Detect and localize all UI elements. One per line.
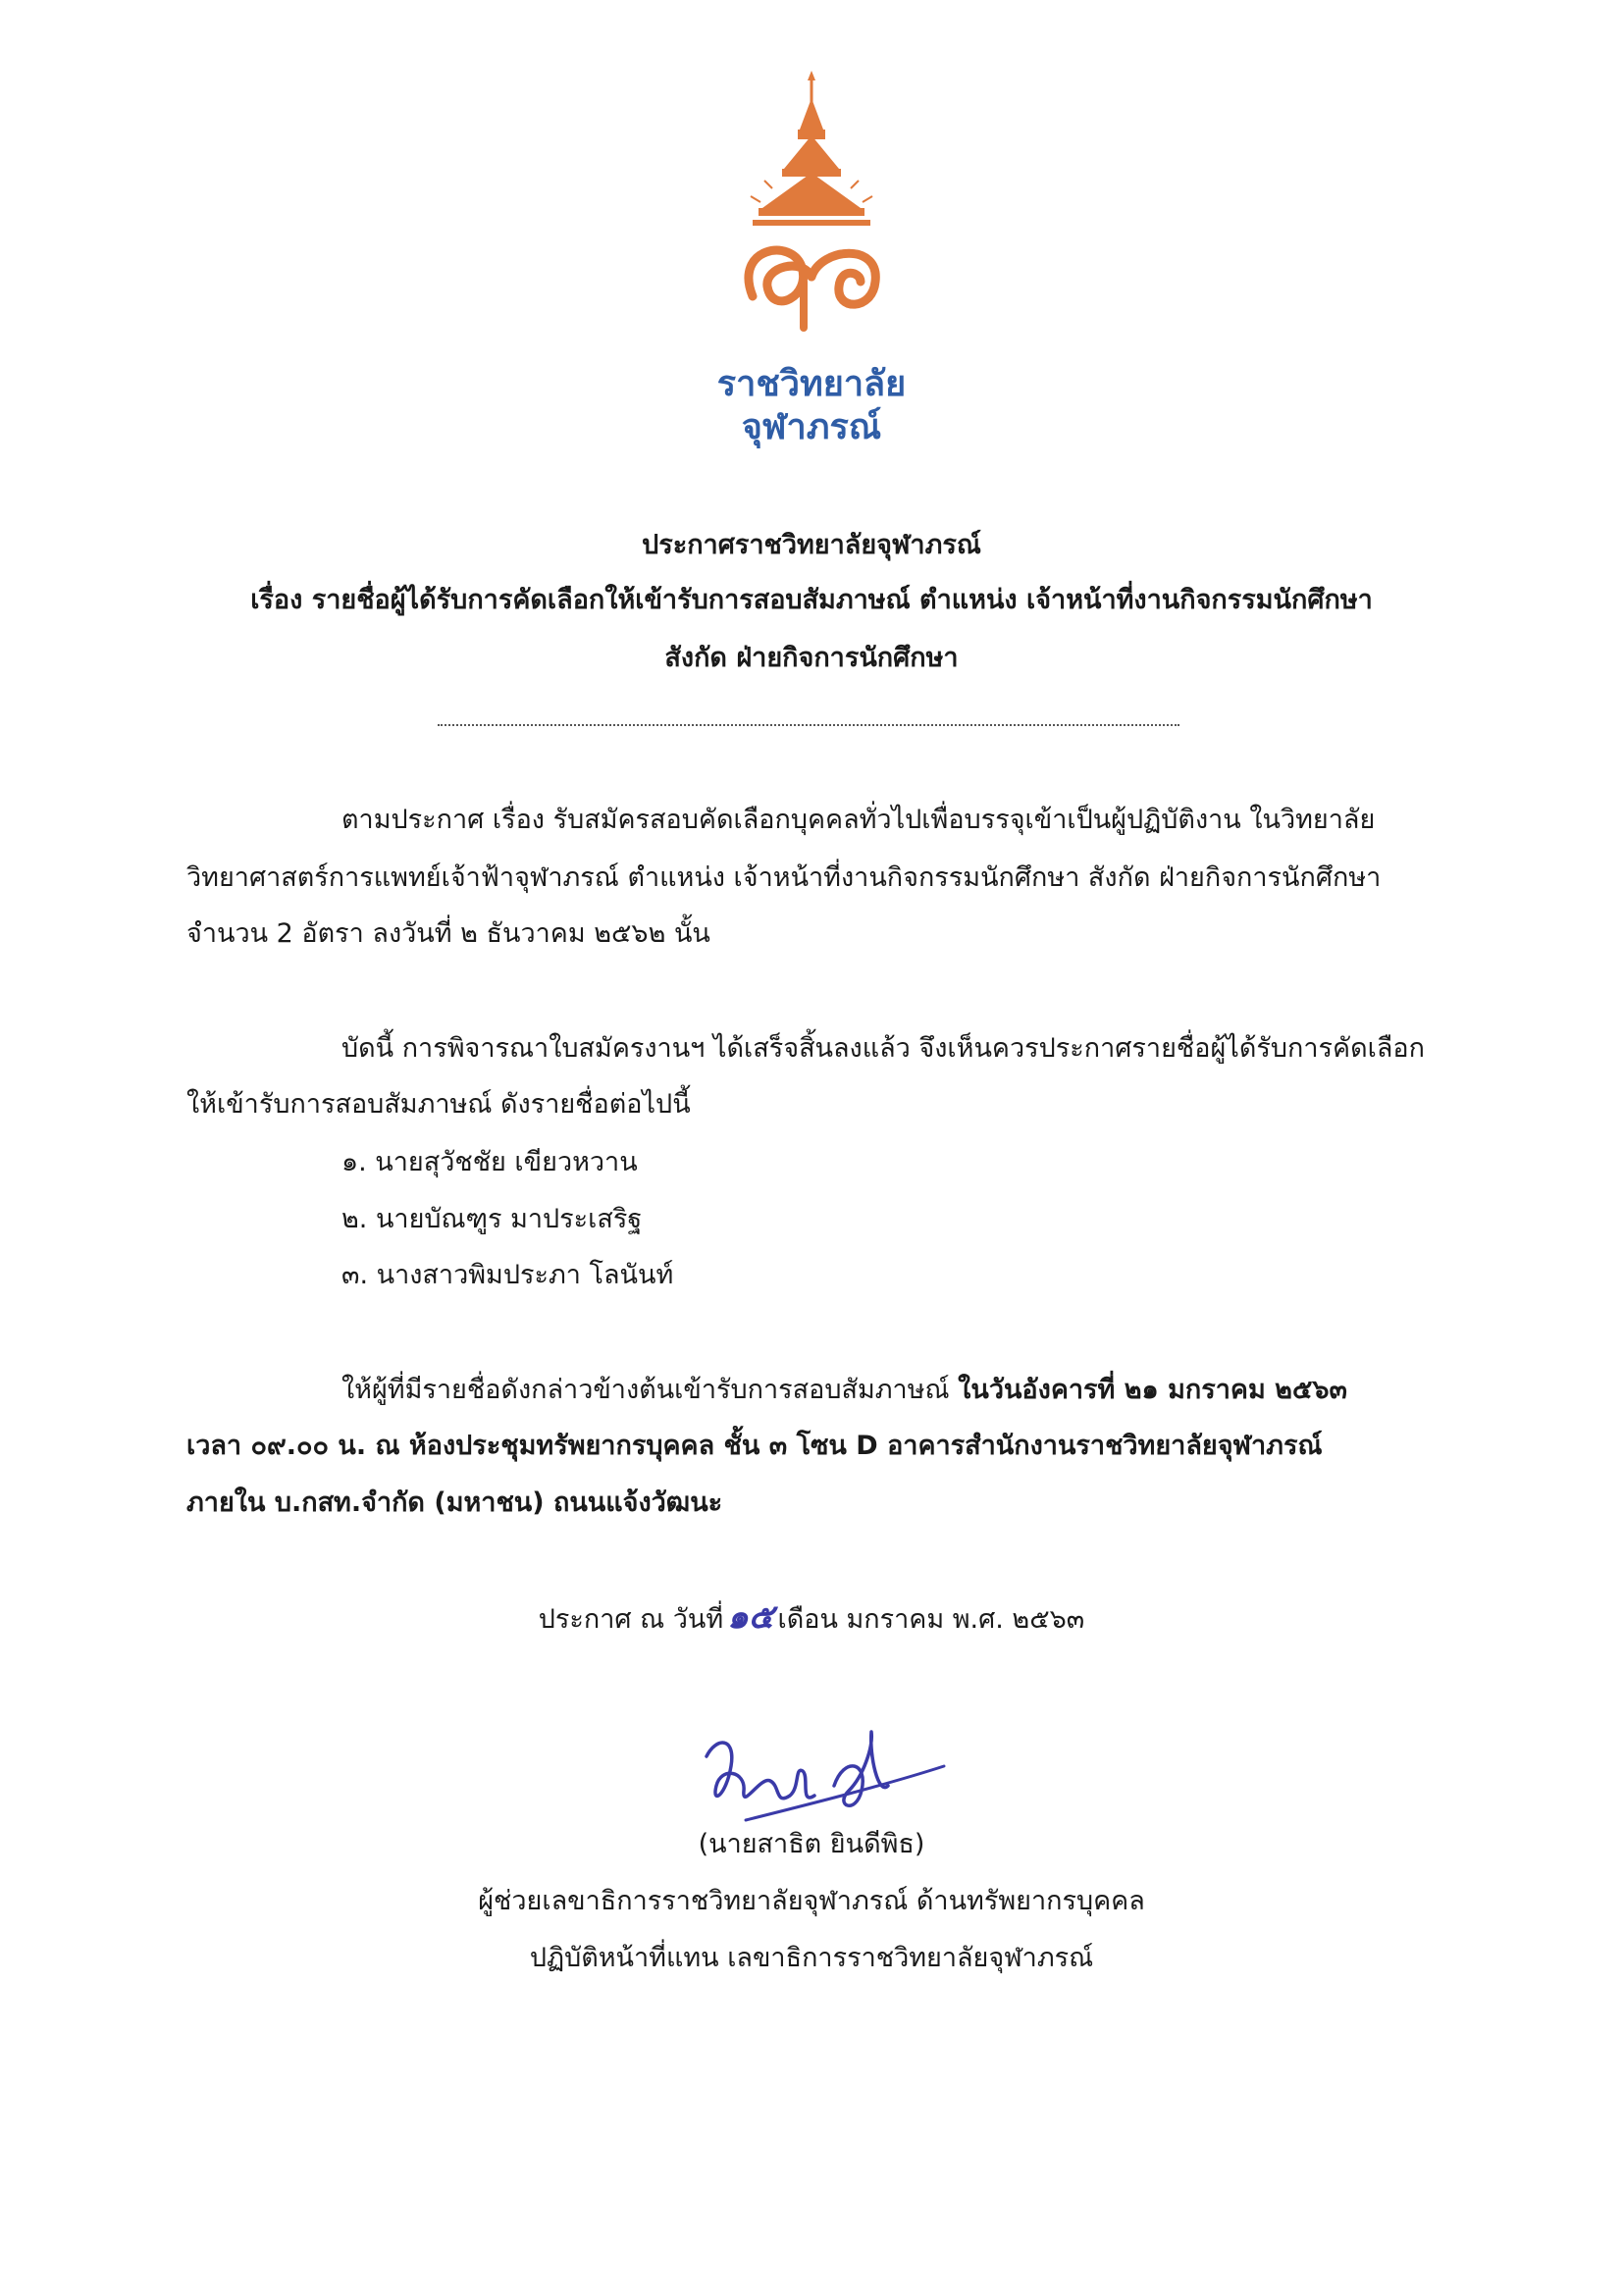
interview-time-location: เวลา ๐๙.๐๐ น. ณ ห้องประชุมทรัพยากรบุคคล ชั้น ๓ โซน D อาคารสำนักงานราชวิทยาลัยจุฬาภรณ์ <box>186 1431 1323 1461</box>
paragraph-3-line-1 <box>341 1371 1347 1410</box>
paragraph-1-line-3: จำนวน 2 อัตรา ลงวันที่ ๒ ธันวาคม ๒๕๖๒ นั้น <box>186 918 710 949</box>
paragraph-1-line-2: วิทยาศาสตร์การแพทย์เจ้าฟ้าจุฬาภรณ์ ตำแหน่ง เจ้าหน้าที่งานกิจกรรมนักศึกษา สังกัด ฝ่ายกิจการนักศึกษา <box>186 862 1382 893</box>
logo-text-line1: ราชวิทยาลัย <box>716 364 907 404</box>
date-prefix: ประกาศ ณ วันที่ <box>538 1604 724 1635</box>
interview-date: ในวันอังคารที่ ๒๑ มกราคม ๒๕๖๓ <box>958 1375 1347 1405</box>
dotted-divider <box>438 724 1179 726</box>
announcement-department: สังกัด ฝ่ายกิจการนักศึกษา <box>664 643 959 673</box>
paragraph-2-line-2: ให้เข้ารับการสอบสัมภาษณ์ ดังรายชื่อต่อไปนี้ <box>186 1089 691 1120</box>
handwritten-day: ๑๕ <box>727 1597 774 1637</box>
handwritten-signature <box>687 1727 952 1835</box>
interview-address: ภายใน บ.กสท.จำกัด (มหาชน) ถนนแจ้งวัฒนะ <box>186 1487 723 1518</box>
announcement-subject: เรื่อง รายชื่อผู้ได้รับการคัดเลือกให้เข้ารับการสอบสัมภาษณ์ ตำแหน่ง เจ้าหน้าที่งานกิจกรรมนักศึกษา <box>250 585 1373 615</box>
logo-text-line2: จุฬาภรณ์ <box>741 407 882 447</box>
candidate-list-item: ๑. นายสุวัชชัย เขียวหวาน <box>341 1147 638 1177</box>
candidate-list-item: ๒. นายบัณฑูร มาประเสริฐ <box>341 1204 643 1234</box>
signatory-position-2: ปฏิบัติหน้าที่แทน เลขาธิการราชวิทยาลัยจุฬาภรณ์ <box>529 1943 1094 1973</box>
paragraph-1-line-1: ตามประกาศ เรื่อง รับสมัครสอบคัดเลือกบุคคลทั่วไปเพื่อบรรจุเข้าเป็นผู้ปฏิบัติงาน ในวิทยาลัย <box>341 805 1376 835</box>
college-emblem-icon <box>713 71 910 336</box>
interview-instruction: ให้ผู้ที่มีรายชื่อดังกล่าวข้างต้นเข้ารับการสอบสัมภาษณ์ <box>341 1375 950 1405</box>
candidate-list-item: ๓. นางสาวพิมประภา โลนันท์ <box>341 1260 674 1290</box>
signatory-name: (นายสาธิต ยินดีพิธ) <box>698 1829 925 1859</box>
paragraph-2-line-1: บัดนี้ การพิจารณาใบสมัครงานฯ ได้เสร็จสิ้นลงแล้ว จึงเห็นควรประกาศรายชื่อผู้ได้รับการคัดเลือก <box>341 1033 1425 1064</box>
date-suffix: เดือน มกราคม พ.ศ. ๒๕๖๓ <box>777 1604 1085 1635</box>
announcement-date <box>0 1597 1623 1640</box>
signatory-position-1: ผู้ช่วยเลขาธิการราชวิทยาลัยจุฬาภรณ์ ด้านทรัพยากรบุคคล <box>478 1886 1145 1916</box>
announcement-title: ประกาศราชวิทยาลัยจุฬาภรณ์ <box>642 530 981 560</box>
